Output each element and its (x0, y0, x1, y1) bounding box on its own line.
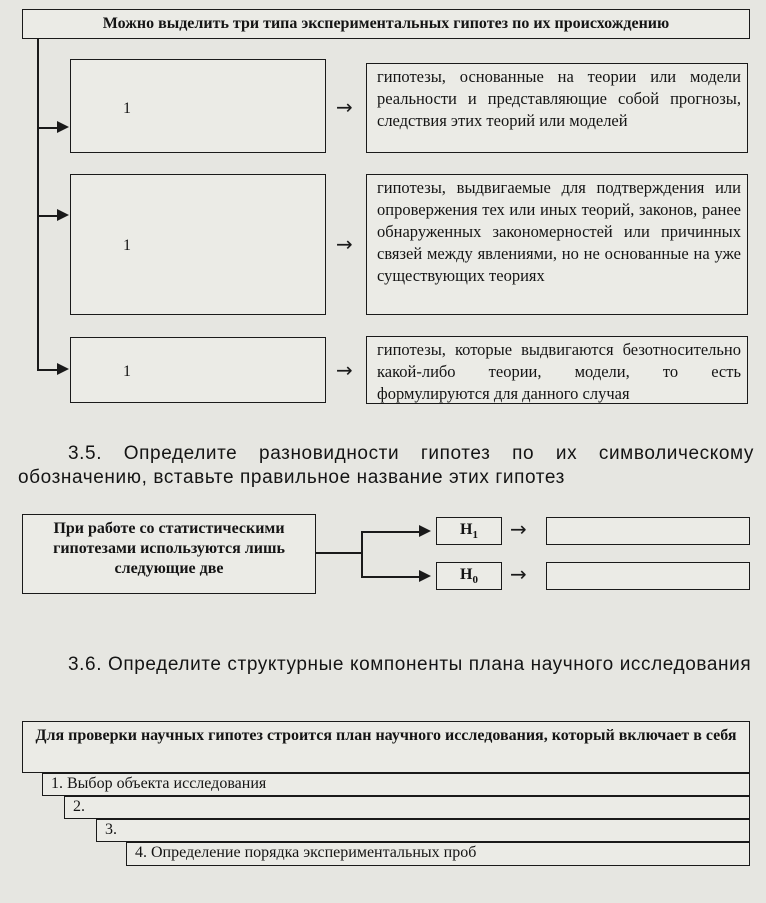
type-1-arrow-icon: → (336, 95, 353, 119)
h1-arrowhead (419, 525, 431, 537)
section-3-5-heading-text: 3.5. Определите разновидности гипотез по их символическому обозначению, вставьте правильное название этих гипотез (18, 443, 754, 488)
h1-subscript: 1 (472, 529, 478, 542)
plan-row-1 (42, 773, 750, 796)
section-3-5-heading (18, 442, 754, 490)
plan-title-box (22, 721, 750, 773)
h1-arrow-icon: → (510, 517, 527, 541)
type-3-number: 1 (123, 363, 131, 380)
type-2-blank-box[interactable] (70, 174, 326, 315)
type-2-description-box (366, 174, 748, 315)
plan-row-1-text: 1. Выбор объекта исследования (51, 775, 267, 792)
branch-3-line (37, 369, 59, 371)
type-3-arrow-icon: → (336, 358, 353, 382)
branch-2-line (37, 215, 59, 217)
branch-1-arrowhead (57, 121, 69, 133)
h0-subscript: 0 (472, 574, 478, 587)
plan-row-4-text: 4. Определение порядка экспериментальных проб (135, 844, 477, 861)
statistical-hypotheses-box (22, 514, 316, 594)
h1-symbol-box (436, 517, 502, 545)
plan-row-2[interactable] (64, 796, 750, 819)
type-2-description: гипотезы, выдвигаемые для подтверждения или опровержения тех или иных теорий, законов, ранее обнаруженных закономерностей или причинных связей между явлениями, но не основанные на уже существующих теориях (377, 178, 741, 285)
h0-arrow-icon: → (510, 562, 527, 586)
h1-answer-field[interactable] (546, 517, 750, 545)
stat-connector-h0 (361, 576, 421, 578)
plan-row-4 (126, 842, 750, 866)
section-3-6-heading-text: 3.6. Определите структурные компоненты плана научного исследования (68, 654, 752, 675)
plan-title: Для проверки научных гипотез строится план научного исследования, который включает в себя (35, 727, 737, 744)
type-2-number: 1 (123, 237, 131, 254)
h1-symbol: H (460, 521, 473, 538)
h0-symbol-box (436, 562, 502, 590)
plan-row-3-text: 3. (105, 821, 117, 838)
branch-2-arrowhead (57, 209, 69, 221)
type-1-blank-box[interactable] (70, 59, 326, 153)
types-title: Можно выделить три типа экспериментальных гипотез по их происхождению (102, 15, 670, 32)
statistical-hypotheses-text: При работе со статистическими гипотезами используются лишь следующие две (53, 520, 285, 577)
stat-connector-main (316, 552, 362, 554)
type-2-arrow-icon: → (336, 232, 353, 256)
h0-arrowhead (419, 570, 431, 582)
plan-row-2-text: 2. (73, 798, 85, 815)
branch-1-line (37, 127, 59, 129)
type-3-description: гипотезы, которые выдвигаются безотносительно какой-либо теории, модели, то есть формулируются для данного случая (377, 340, 741, 403)
stat-connector-vertical (361, 531, 363, 577)
type-1-number: 1 (123, 100, 131, 117)
section-3-6-heading (18, 653, 754, 677)
type-1-description: гипотезы, основанные на теории или модели реальности и представляющие собой прогнозы, следствия этих теорий или моделей (377, 67, 741, 130)
types-connector-vertical (37, 39, 39, 370)
types-title-box (22, 9, 750, 39)
plan-row-3[interactable] (96, 819, 750, 842)
branch-3-arrowhead (57, 363, 69, 375)
h0-symbol: H (460, 566, 473, 583)
type-1-description-box (366, 63, 748, 153)
type-3-blank-box[interactable] (70, 337, 326, 403)
h0-answer-field[interactable] (546, 562, 750, 590)
stat-connector-h1 (361, 531, 421, 533)
type-3-description-box (366, 336, 748, 404)
